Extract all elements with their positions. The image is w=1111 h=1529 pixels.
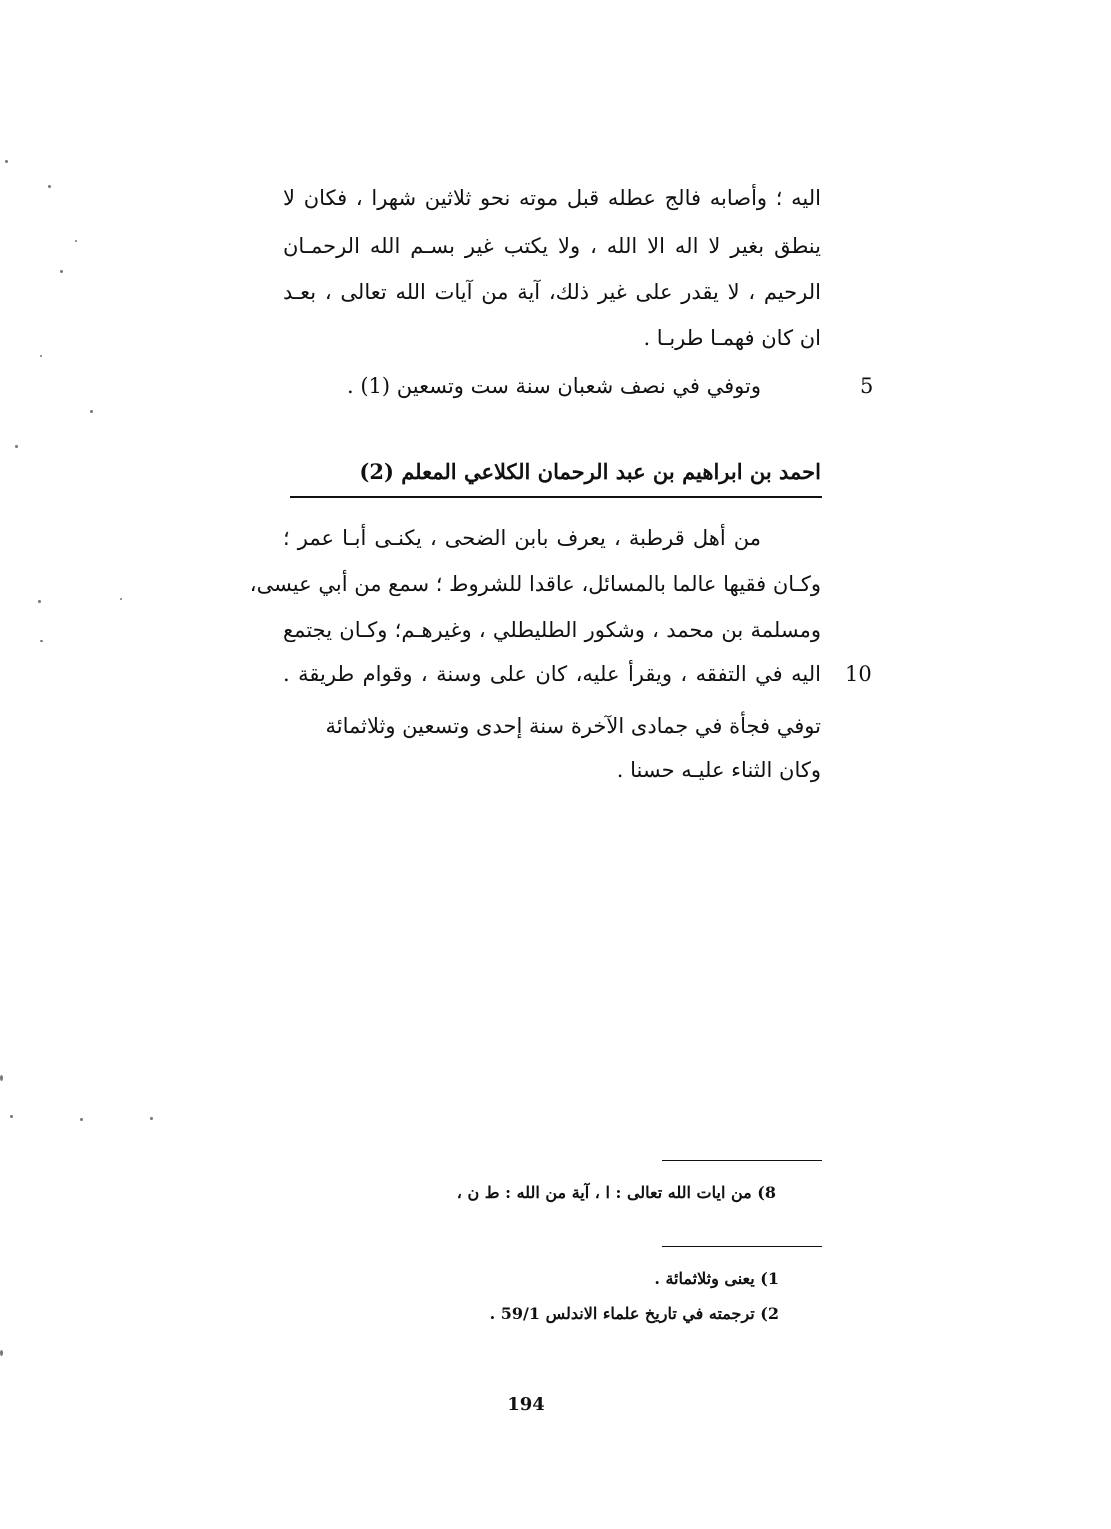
footnote-1: 1) يعنى وثلاثمائة .	[654, 1269, 779, 1288]
scan-speck	[120, 598, 122, 600]
scan-speck	[38, 600, 41, 603]
entry2-line-1: من أهل قرطبة ، يعرف بابن الضحى ، يكنـى أبـا عمر ؛	[283, 526, 761, 550]
scan-speck	[0, 1350, 3, 1356]
line-number-10: 10	[845, 662, 872, 686]
entry1-line-2: ينطق بغير لا اله الا الله ، ولا يكتب غير بسـم الله الرحمـان	[283, 234, 821, 258]
scan-speck	[5, 160, 8, 163]
scan-speck	[48, 185, 51, 188]
editorial-rule	[662, 1160, 822, 1161]
entry2-line-3: ومسلمة بن محمد ، وشكور الطليطلي ، وغيرهـم؛ وكـان يجتمع	[283, 618, 821, 642]
scan-speck	[60, 270, 63, 273]
scan-speck	[75, 240, 77, 242]
line-number-5: 5	[860, 374, 874, 398]
scan-speck	[15, 445, 18, 448]
entry1-line-3: الرحيم ، لا يقدر على غير ذلك، آية من آيات الله تعالى ، بعـد	[283, 280, 821, 304]
scan-speck	[150, 1117, 153, 1120]
footnote-rule	[662, 1246, 822, 1247]
scan-speck	[40, 640, 43, 642]
entry1-line-4: ان كان فهمـا طربـا .	[643, 326, 821, 350]
scan-speck	[10, 1115, 13, 1118]
entry1-line-1: اليه ؛ وأصابه فالج عطله قبل موته نحو ثلاثين شهرا ، فكان لا	[283, 186, 821, 210]
entry2-line-5: توفي فجأة في جمادى الآخرة سنة إحدى وتسعين وثلاثمائة	[325, 714, 821, 738]
entry2-line-4: اليه في التفقه ، ويقرأ عليه، كان على وسنة ، وقوام طريقة .	[283, 662, 821, 686]
scan-speck	[90, 410, 93, 413]
entry2-line-6: وكان الثناء عليـه حسنا .	[616, 758, 821, 782]
scan-speck	[40, 355, 42, 357]
heading-rule	[290, 496, 822, 498]
entry2-heading: احمد بن ابراهيم بن عبد الرحمان الكلاعي المعلم (2)	[359, 459, 821, 484]
scan-speck	[0, 1075, 3, 1081]
footnote-2: 2) ترجمته في تاريخ علماء الاندلس 59/1 .	[489, 1304, 779, 1323]
entry1-line-5: وتوفي في نصف شعبان سنة ست وتسعين (1) .	[346, 374, 761, 398]
scan-speck	[80, 1118, 83, 1121]
entry2-line-2: وكـان فقيها عالما بالمسائل، عاقدا للشروط ؛ سمع من أبي عيسى،	[249, 572, 821, 596]
editorial-footnote: 8) من ايات الله تعالى : ا ، آية من الله : ط ن ،	[456, 1183, 776, 1202]
page-number: 194	[507, 1394, 545, 1415]
